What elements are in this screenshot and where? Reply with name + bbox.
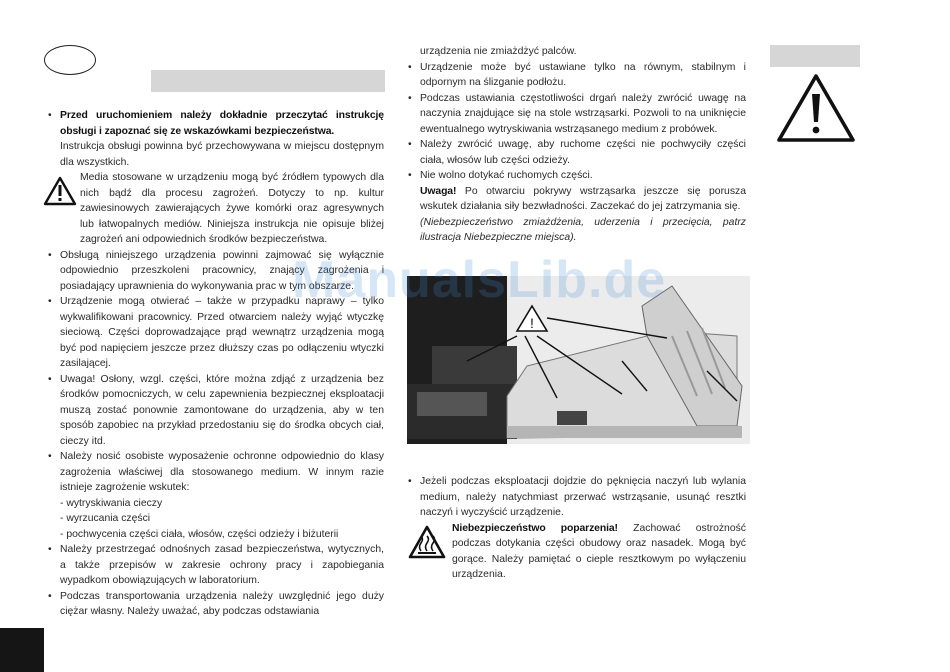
intro-bold-text: Przed uruchomieniem należy dokładnie przeczytać instrukcję obsługi i zapoznać się ze wskazówkami bezpieczeństwa. [60, 110, 384, 137]
caution-text: Po otwarciu pokrywy wstrząsarka jeszcze się porusza wskutek działania siły bezwładności. Zaczekać do jej zatrzymania się. [420, 185, 746, 212]
list-item: • Jeżeli podczas eksploatacji dojdzie do pęknięcia naczyń lub wylania medium, należy natychmiast przerwać wstrząsanie, usunąć resztki naczyń i wyczyścić urządzenie. [408, 474, 746, 521]
warning-triangle-icon [43, 176, 77, 206]
list-item: • Urządzenie mogą otwierać – także w przypadku naprawy – tylko wykwalifikowani pracownicy. Przed otwarciem należy wyjąć wtyczkę sieciową. Części doprowadzające prąd wewnątrz urządzenia mogą być pod napięciem jeszcze przez dłuższy czas po odłączeniu wtyczki zasilającej. [48, 294, 384, 372]
list-item: • Podczas transportowania urządzenia należy uwzględnić jego duży ciężar własny. Należy uważać, aby podczas odstawiania [48, 589, 384, 620]
list-item: • Należy zwrócić uwagę, aby ruchome części nie pochwyciły części ciała, włosów lub części odzieży. [408, 137, 746, 168]
burn-warning-label: Niebezpieczeństwo poparzenia! [452, 522, 618, 534]
section-heading-bar-right [770, 45, 860, 67]
burn-warning-text: Zachować ostrożność podczas dotykania części obudowy oraz nasadek. Mogą być gorące. Należy pamiętać o cieple resztkowym po wyłączeniu urządzenia. [452, 522, 746, 580]
list-item-text: Należy nosić osobiste wyposażenie ochronne odpowiednio do klasy zagrożenia właściwej dla stosowanego medium. W innym razie istnieje zagrożenie wskutek: [60, 451, 384, 493]
list-item: • Obsługą niniejszego urządzenia powinni zajmować się wyłącznie odpowiednio przeszkoleni pracownicy, znający zagrożenia i posiadający uprawnienia do wykonywania prac w tym obszarze. [48, 248, 384, 295]
list-item: • Należy przestrzegać odnośnych zasad bezpieczeństwa, wytycznych, a także przepisów w zakresie ochrony pracy i zapobiegania wypadkom obowiązujących w laboratorium. [48, 542, 384, 589]
media-warning-text: Media stosowane w urządzeniu mogą być źródłem typowych dla nich bądź dla procesu zagrożeń. Dotyczy to np. kultur zawiesinowych zawierających żywe komórki oraz agresywnych lub łatwopalnych mediów. Niniejsza instrukcja nie opisuje bliżej zagrożeń ani odpowiednich środków bezpieczeństwa. [80, 172, 384, 245]
large-warning-icon [775, 72, 857, 144]
dash-item: - pochwycenia części ciała, włosów, części odzieży i biżuterii [60, 528, 339, 540]
media-warning-block [48, 170, 384, 248]
left-column [48, 108, 384, 620]
list-item: • Podczas ustawiania częstotliwości drgań należy zwrócić uwagę na naczynia znajdujące się na stole wstrząsarki. Pozwoli to na uniknięcie ewentualnego wytryskiwania wstrząsanego medium z probówek. [408, 91, 746, 138]
dash-item: - wyrzucania części [60, 513, 151, 524]
list-item-text: Jeżeli podczas eksploatacji dojdzie do pęknięcia naczyń lub wylania medium, należy natychmiast przerwać wstrząsanie, usunąć resztki naczyń i wyczyścić urządzenie. [420, 476, 746, 518]
watermark-text: ManualsLib.de [292, 251, 667, 309]
list-item: • Urządzenie może być ustawiane tylko na równym, stabilnym i odpornym na ślizganie podłożu. [408, 60, 746, 91]
list-item-text: Urządzenie może być ustawiane tylko na równym, stabilnym i odpornym na ślizganie podłożu. [420, 61, 746, 88]
list-item-text: Obsługą niniejszego urządzenia powinni zajmować się wyłącznie odpowiednio przeszkoleni pracownicy, znający zagrożenia i posiadający uprawnienia do wykonywania prac w tym obszarze. [60, 249, 384, 292]
list-item: • Należy nosić osobiste wyposażenie ochronne odpowiednio do klasy zagrożenia właściwej dla stosowanego medium. W innym razie istnieje zagrożenie wskutek: [48, 449, 384, 496]
language-badge-oval [44, 45, 96, 75]
page-corner-block [0, 628, 44, 672]
caution-label: Uwaga! [420, 185, 457, 197]
burn-warning-block [408, 521, 746, 583]
list-item-text: Urządzenie mogą otwierać – także w przypadku naprawy – tylko wykwalifikowani pracownicy. Przed otwarciem należy wyjąć wtyczkę sieciową. Części doprowadzające prąd wewnątrz urządzenia mogą być pod napięciem jeszcze przez dłuższy czas po odłączeniu wtyczki zasilającej. [60, 296, 384, 369]
list-item-text: Podczas ustawiania częstotliwości drgań należy zwrócić uwagę na naczynia znajdujące się na stole wstrząsarki. Pozwoli to na uniknięcie ewentualnego wytryskiwania wstrząsanego medium z probówek. [420, 92, 746, 135]
dash-item: - wytryskiwania cieczy [60, 497, 163, 509]
middle-column-lower [408, 474, 746, 583]
middle-column [408, 44, 746, 246]
list-item: • Nie wolno dotykać ruchomych części. [408, 168, 746, 184]
list-item: • Uwaga! Osłony, wzgl. części, które można zdjąć z urządzenia bez środków pomocniczych, w celu zapewnienia bezpiecznej eksploatacji muszą zostać ponownie zamontowane do urządzenia, aby w ten sposób zapobiec na przykład przedostaniu się do środka obcych ciał, cieczy itd. [48, 372, 384, 450]
list-item-text: Uwaga! Osłony, wzgl. części, które można zdjąć z urządzenia bez środków pomocniczych, w celu zapewnienia bezpiecznej eksploatacji muszą zostać ponownie zamontowane do urządzenia, aby w ten sposób zapobiec na przykład przedostaniu się do środka obcych ciał, cieczy itd. [60, 373, 384, 447]
list-item-text: Podczas transportowania urządzenia należy uwzględnić jego duży ciężar własny. Należy uważać, aby podczas odstawiania [60, 590, 384, 617]
list-item: • Przed uruchomieniem należy dokładnie przeczytać instrukcję obsługi i zapoznać się ze wskazówkami bezpieczeństwa. [48, 108, 384, 139]
caution-paragraph [408, 184, 746, 215]
list-item-text: Nie wolno dotykać ruchomych części. [420, 170, 593, 181]
intro-text: Instrukcja obsługi powinna być przechowywana w miejscu dostępnym dla wszystkich. [60, 141, 384, 168]
caution-italic-note: (Niebezpieczeństwo zmiażdżenia, uderzenia i przecięcia, patrz ilustracja Niebezpieczne miejsca). [420, 216, 746, 243]
continuation-text: urządzenia nie zmiażdżyć palców. [420, 46, 577, 57]
hot-surface-icon [408, 525, 446, 559]
list-item-text: Należy zwrócić uwagę, aby ruchome części nie pochwyciły części ciała, włosów lub części odzieży. [420, 139, 746, 166]
list-item-text: Należy przestrzegać odnośnych zasad bezpieczeństwa, wytycznych, a także przepisów w zakresie ochrony pracy i zapobiegania wypadkom obowiązujących w laboratorium. [60, 544, 384, 586]
svg-text:!: ! [530, 315, 534, 331]
section-heading-bar [151, 70, 385, 92]
